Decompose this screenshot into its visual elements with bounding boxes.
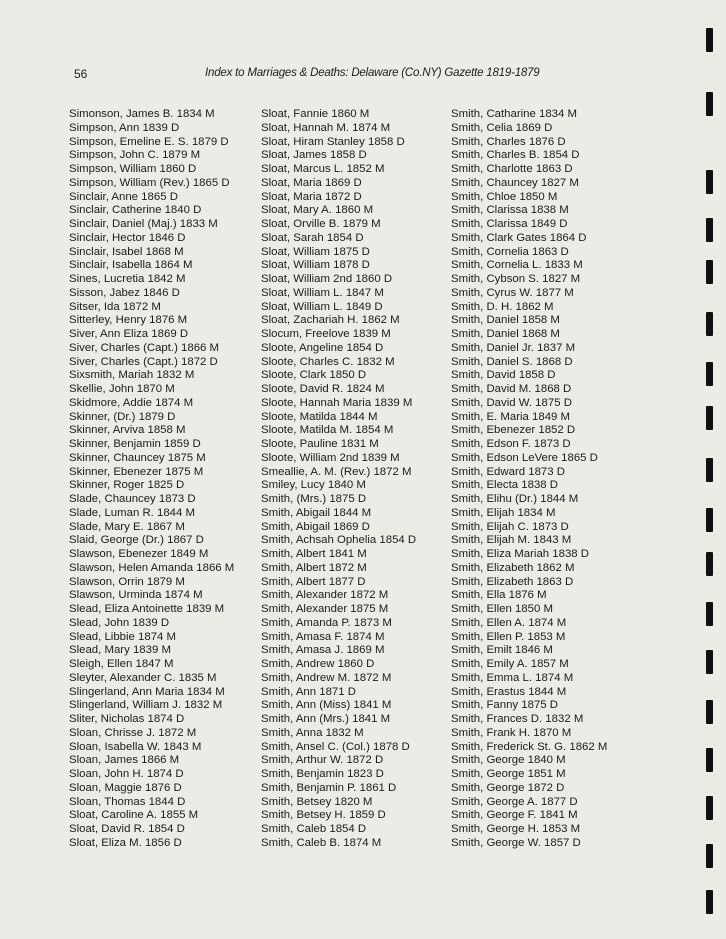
index-entry: Smith, Albert 1872 M	[261, 561, 367, 574]
index-entry: Sloat, Caroline A. 1855 M	[69, 809, 199, 822]
index-entry: Sloat, William 2nd 1860 D	[261, 273, 393, 285]
index-entry: Smith, Daniel Jr. 1837 M	[451, 341, 576, 354]
index-entry: Sloan, Isabella W. 1843 M	[69, 740, 202, 753]
index-entry: Sloan, Thomas 1844 D	[69, 795, 186, 808]
index-entry: Sinclair, Catherine 1840 D	[69, 204, 202, 217]
index-entry: Sloote, Hannah Maria 1839 M	[261, 396, 413, 409]
index-entry: Smith, Albert 1841 M	[261, 548, 367, 560]
index-entry: Sloat, Maria 1872 D	[261, 190, 362, 203]
running-header: Index to Marriages & Deaths: Delaware (Co.NY) Gazette 1819-1879	[205, 67, 540, 79]
index-entry: Sloote, Matilda 1844 M	[261, 410, 378, 423]
binding-mark	[706, 362, 713, 386]
index-entry: Slawson, Helen Amanda 1866 M	[69, 561, 235, 574]
binding-mark	[706, 700, 713, 724]
index-entry: Smith, David 1858 D	[451, 369, 556, 382]
index-entry: Siver, Ann Eliza 1869 D	[69, 328, 189, 340]
index-entry: Smith, Edward 1873 D	[451, 465, 565, 478]
index-entry: Slawson, Urminda 1874 M	[69, 589, 203, 602]
index-entry: Sloat, Orville B. 1879 M	[261, 218, 381, 230]
page-number: 56	[74, 67, 88, 81]
index-entry: Smith, George W. 1857 D	[451, 836, 581, 849]
index-entry: Slaid, George (Dr.) 1867 D	[69, 534, 204, 547]
index-entry: Siver, Charles (Capt.) 1866 M	[69, 341, 220, 354]
index-entry: Smith, Erastus 1844 M	[451, 685, 567, 698]
index-entry: Smith, Alexander 1875 M	[261, 603, 389, 615]
index-entry: Siver, Charles (Capt.) 1872 D	[69, 355, 218, 368]
index-entry: Smith, Ann (Miss) 1841 M	[261, 699, 392, 712]
index-entry: Smith, Elizabeth 1863 D	[451, 575, 574, 588]
index-entry: Skellie, John 1870 M	[69, 383, 175, 395]
binding-marks	[706, 0, 714, 939]
index-entry: Sleigh, Ellen 1847 M	[69, 658, 174, 670]
index-entry: Sloat, Fannie 1860 M	[261, 108, 370, 120]
index-entry: Sloote, David R. 1824 M	[261, 383, 385, 395]
index-entry: Sleyter, Alexander C. 1835 M	[69, 671, 217, 684]
index-entry: Sloan, Maggie 1876 D	[69, 781, 182, 794]
index-entry: Smith, George 1840 M	[451, 754, 566, 767]
index-entry: Sinclair, Isabel 1868 M	[69, 245, 184, 258]
binding-mark	[706, 312, 713, 336]
index-entry: Smith, Albert 1877 D	[261, 575, 366, 588]
index-entry: Slead, Mary 1839 M	[69, 644, 171, 657]
index-entry: Skinner, Chauncey 1875 M	[69, 451, 206, 464]
index-entry: Slocum, Freelove 1839 M	[261, 328, 391, 340]
binding-mark	[706, 844, 713, 868]
index-entry: Smith, Elijah 1834 M	[451, 506, 556, 519]
index-entry: Sitterley, Henry 1876 M	[69, 314, 188, 327]
index-entry: Sisson, Jabez 1846 D	[69, 286, 180, 299]
index-entry: Smith, Celia 1869 D	[451, 121, 553, 134]
index-entry: Smith, Cybson S. 1827 M	[451, 273, 581, 285]
index-entry: Smith, David W. 1875 D	[451, 396, 572, 409]
index-entry: Smith, Charles B. 1854 D	[451, 149, 580, 162]
index-entry: Smith, Edson LeVere 1865 D	[451, 451, 598, 464]
index-entry: Smith, Arthur W. 1872 D	[261, 754, 384, 767]
index-entry: Smith, Abigail 1869 D	[261, 520, 370, 533]
index-entry: Smith, Elizabeth 1862 M	[451, 561, 575, 574]
index-entry: Slade, Mary E. 1867 M	[69, 520, 185, 533]
index-entry: Smith, Electa 1838 D	[451, 479, 558, 492]
index-entry: Skinner, Roger 1825 D	[69, 479, 185, 492]
index-entry: Smith, Betsey 1820 M	[261, 795, 373, 808]
index-entry: Slawson, Orrin 1879 M	[69, 575, 185, 588]
index-entry: Smith, George 1851 M	[451, 768, 566, 780]
index-entry: Smith, Ellen 1850 M	[451, 603, 553, 615]
index-entry: Sloat, William 1875 D	[261, 245, 370, 258]
index-entry: Sixsmith, Mariah 1832 M	[69, 369, 195, 382]
index-entry: Skinner, Benjamin 1859 D	[69, 438, 201, 450]
binding-mark	[706, 92, 713, 116]
index-entry: Smith, Charlotte 1863 D	[451, 163, 573, 175]
index-entry: Sloat, Zachariah H. 1862 M	[261, 314, 400, 327]
index-entry: Sloote, Charles C. 1832 M	[261, 355, 395, 368]
index-entry: Skidmore, Addie 1874 M	[69, 396, 194, 409]
index-entry: Smith, Ansel C. (Col.) 1878 D	[261, 740, 410, 753]
index-entry: Skinner, Ebenezer 1875 M	[69, 465, 204, 478]
index-entry: Sloat, David R. 1854 D	[69, 823, 185, 835]
index-entry: Sinclair, Anne 1865 D	[69, 190, 178, 203]
index-entry: Sloat, Mary A. 1860 M	[261, 204, 374, 217]
index-entry: Smith, Edson F. 1873 D	[451, 438, 571, 450]
index-entry: Sloan, Chrisse J. 1872 M	[69, 726, 197, 739]
index-entry: Sloat, Eliza M. 1856 D	[69, 836, 182, 849]
binding-mark	[706, 508, 713, 532]
index-entry: Slade, Luman R. 1844 M	[69, 506, 196, 519]
index-entry: Smith, Caleb 1854 D	[261, 823, 367, 835]
index-entry: Simonson, James B. 1834 M	[69, 108, 215, 120]
index-entry: Smith, Benjamin 1823 D	[261, 768, 384, 780]
index-entry: Smith, Chloe 1850 M	[451, 190, 558, 203]
index-entry: Smith, Daniel 1868 M	[451, 328, 560, 340]
index-entry: Smith, David M. 1868 D	[451, 383, 572, 395]
index-entry: Sitser, Ida 1872 M	[69, 300, 161, 313]
index-entry: Smith, Ella 1876 M	[451, 589, 547, 602]
index-entry: Sloat, Sarah 1854 D	[261, 231, 364, 244]
index-entry: Smith, E. Maria 1849 M	[451, 410, 571, 423]
binding-mark	[706, 218, 713, 242]
binding-mark	[706, 552, 713, 576]
index-entry: Smith, Frederick St. G. 1862 M	[451, 740, 608, 753]
binding-mark	[706, 406, 713, 430]
index-entry: Smith, Cyrus W. 1877 M	[451, 286, 574, 299]
index-entry: Simpson, Ann 1839 D	[69, 121, 180, 134]
index-entry: Sloat, William L. 1847 M	[261, 286, 384, 299]
index-entry: Smith, Catharine 1834 M	[451, 108, 577, 120]
index-entry: Sinclair, Isabella 1864 M	[69, 259, 193, 272]
index-entry: Smith, Emma L. 1874 M	[451, 671, 574, 684]
index-entry: Smeallie, A. M. (Rev.) 1872 M	[261, 465, 412, 478]
index-entry: Sloat, Hannah M. 1874 M	[261, 121, 391, 134]
index-entry: Smith, Eliza Mariah 1838 D	[451, 548, 590, 560]
binding-mark	[706, 28, 713, 52]
index-entry: Smith, Ebenezer 1852 D	[451, 424, 576, 437]
index-entry: Smith, Abigail 1844 M	[261, 506, 372, 519]
index-entry: Smith, Andrew M. 1872 M	[261, 671, 392, 684]
index-column-1	[69, 108, 234, 851]
index-entry: Smith, Clarissa 1849 D	[451, 218, 568, 230]
index-entry: Sloote, Clark 1850 D	[261, 369, 367, 382]
index-entry: Slingerland, Ann Maria 1834 M	[69, 685, 225, 698]
index-entry: Simpson, Emeline E. S. 1879 D	[69, 135, 229, 148]
index-entry: Smith, Ellen P. 1853 M	[451, 630, 566, 643]
index-entry: Smith, George F. 1841 M	[451, 809, 578, 822]
index-entry: Smith, Anna 1832 M	[261, 726, 364, 739]
index-entry: Smith, George A. 1877 D	[451, 795, 578, 808]
index-entry: Slead, John 1839 D	[69, 616, 170, 629]
index-entry: Smith, Clark Gates 1864 D	[451, 231, 587, 244]
index-entry: Smith, Ann (Mrs.) 1841 M	[261, 713, 391, 725]
index-entry: Smith, Cornelia 1863 D	[451, 245, 569, 258]
index-entry: Smith, Elijah M. 1843 M	[451, 534, 572, 547]
index-entry: Smith, Frances D. 1832 M	[451, 713, 584, 725]
index-entry: Smith, Daniel 1858 M	[451, 314, 560, 327]
index-entry: Smith, D. H. 1862 M	[451, 300, 554, 313]
index-entry: Smith, Betsey H. 1859 D	[261, 809, 386, 822]
binding-mark	[706, 170, 713, 194]
index-entry: Smith, (Mrs.) 1875 D	[261, 493, 367, 505]
index-entry: Sloote, Pauline 1831 M	[261, 438, 379, 450]
index-entry: Skinner, (Dr.) 1879 D	[69, 410, 176, 423]
index-entry: Smith, Amasa J. 1869 M	[261, 644, 385, 657]
index-entry: Sloat, James 1858 D	[261, 149, 367, 162]
binding-mark	[706, 796, 713, 820]
index-entry: Smith, Cornelia L. 1833 M	[451, 259, 583, 272]
index-entry: Smith, Ann 1871 D	[261, 685, 356, 698]
binding-mark	[706, 458, 713, 482]
binding-mark	[706, 890, 713, 914]
index-entry: Smith, Elihu (Dr.) 1844 M	[451, 493, 579, 505]
index-entry: Smith, Chauncey 1827 M	[451, 176, 579, 189]
index-entry: Smith, Benjamin P. 1861 D	[261, 781, 397, 794]
index-entry: Smith, Alexander 1872 M	[261, 589, 389, 602]
index-entry: Smith, Amanda P. 1873 M	[261, 616, 392, 629]
index-entry: Smith, Ellen A. 1874 M	[451, 616, 567, 629]
index-entry: Smith, Achsah Ophelia 1854 D	[261, 534, 417, 547]
index-entry: Smith, Emily A. 1857 M	[451, 658, 569, 670]
index-column-2	[261, 108, 416, 851]
index-entry: Smith, George H. 1853 M	[451, 823, 581, 835]
index-entry: Smith, Daniel S. 1868 D	[451, 355, 573, 368]
index-entry: Smith, Andrew 1860 D	[261, 658, 375, 670]
index-entry: Sloat, William 1878 D	[261, 259, 370, 272]
index-entry: Sloat, Maria 1869 D	[261, 176, 362, 189]
index-entry: Sloan, James 1866 M	[69, 754, 180, 767]
index-entry: Sloote, Matilda M. 1854 M	[261, 424, 394, 437]
binding-mark	[706, 650, 713, 674]
index-entry: Slingerland, William J. 1832 M	[69, 699, 223, 712]
index-entry: Sloat, Hiram Stanley 1858 D	[261, 135, 405, 148]
index-entry: Smith, George 1872 D	[451, 781, 565, 794]
index-entry: Smith, Emilt 1846 M	[451, 644, 553, 657]
index-entry: Smith, Frank H. 1870 M	[451, 726, 572, 739]
index-entry: Smith, Clarissa 1838 M	[451, 204, 569, 217]
index-entry: Sinclair, Daniel (Maj.) 1833 M	[69, 218, 218, 230]
index-entry: Sliter, Nicholas 1874 D	[69, 713, 185, 725]
index-entry: Sinclair, Hector 1846 D	[69, 231, 186, 244]
binding-mark	[706, 748, 713, 772]
index-column-3	[451, 108, 607, 851]
index-entry: Sines, Lucretia 1842 M	[69, 273, 186, 285]
index-entry: Simpson, William (Rev.) 1865 D	[69, 176, 230, 189]
index-entry: Smith, Caleb B. 1874 M	[261, 836, 382, 849]
index-entry: Smith, Amasa F. 1874 M	[261, 630, 385, 643]
index-entry: Sloat, William L. 1849 D	[261, 300, 383, 313]
index-entry: Slade, Chauncey 1873 D	[69, 493, 196, 505]
binding-mark	[706, 602, 713, 626]
index-entry: Sloote, William 2nd 1839 M	[261, 451, 400, 464]
index-entry: Simpson, William 1860 D	[69, 163, 197, 175]
binding-mark	[706, 260, 713, 284]
index-entry: Slawson, Ebenezer 1849 M	[69, 548, 209, 560]
index-entry: Sloote, Angeline 1854 D	[261, 341, 384, 354]
index-entry: Smiley, Lucy 1840 M	[261, 479, 366, 492]
index-entry: Smith, Fanny 1875 D	[451, 699, 558, 712]
index-entry: Slead, Eliza Antoinette 1839 M	[69, 603, 225, 615]
index-entry: Sloan, John H. 1874 D	[69, 768, 184, 780]
index-entry: Slead, Libbie 1874 M	[69, 630, 177, 643]
index-entry: Smith, Elijah C. 1873 D	[451, 520, 569, 533]
index-entry: Smith, Charles 1876 D	[451, 135, 566, 148]
index-entry: Sloat, Marcus L. 1852 M	[261, 163, 385, 175]
index-entry: Simpson, John C. 1879 M	[69, 149, 201, 162]
index-entry: Skinner, Arviva 1858 M	[69, 424, 186, 437]
